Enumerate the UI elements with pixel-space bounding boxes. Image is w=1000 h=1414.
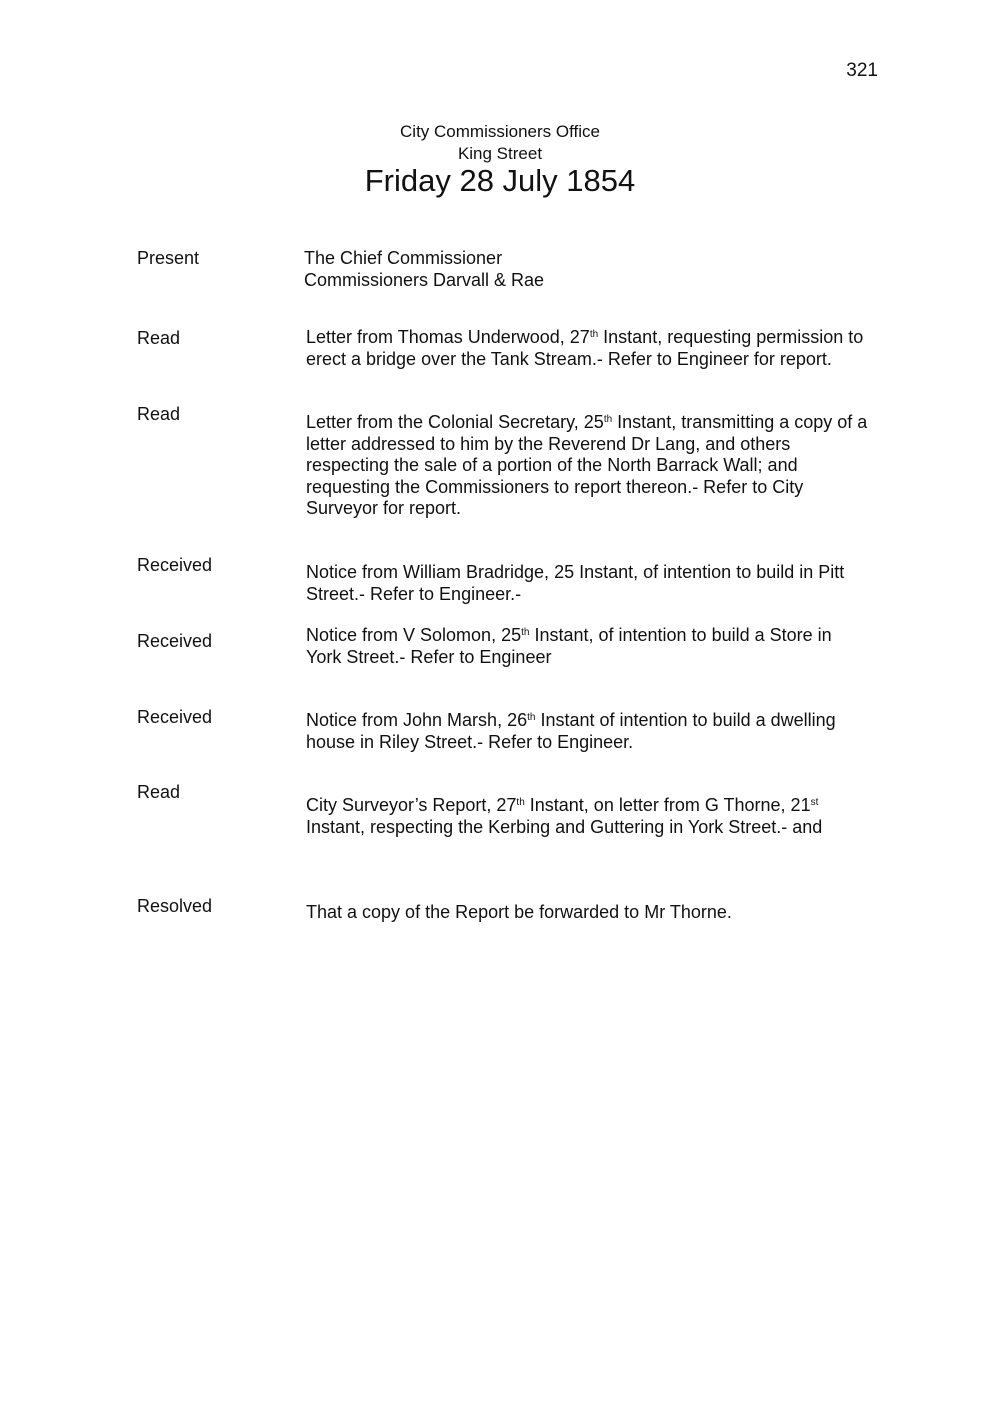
entry-label-received: Received: [137, 555, 213, 575]
text-line: Surveyor for report.: [306, 498, 462, 518]
entry-label-present: Present: [137, 248, 200, 268]
text-line: Notice from William Bradridge, 25 Instant, of intention to build in Pitt: [306, 562, 845, 582]
text-line: letter addressed to him by the Reverend Dr Lang, and others: [306, 433, 791, 454]
text-line: Notice from V Solomon, 25th Instant, of intention to build a Store in: [306, 625, 832, 645]
entry-text-present: [304, 248, 894, 291]
entry-label-resolved: Resolved: [137, 896, 213, 916]
text-line: Street.- Refer to Engineer.-: [306, 583, 522, 604]
text-line: Commissioners Darvall & Rae: [304, 269, 545, 290]
text-line: The Chief Commissioner: [304, 248, 503, 268]
text-line: That a copy of the Report be forwarded to Mr Thorne.: [306, 902, 732, 922]
entry-text-received-bradridge: [306, 562, 896, 605]
meeting-date: Friday 28 July 1854: [364, 163, 636, 198]
entry-label-received: Received: [137, 631, 213, 651]
text-line: house in Riley Street.- Refer to Engineer.: [306, 731, 634, 752]
office-street: King Street: [457, 144, 543, 163]
text-line: erect a bridge over the Tank Stream.- Refer to Engineer for report.: [306, 348, 832, 369]
text-line: respecting the sale of a portion of the North Barrack Wall; and: [306, 455, 798, 475]
entry-text-resolved: [306, 902, 896, 924]
office-name: City Commissioners Office: [400, 122, 600, 141]
text-line: Letter from the Colonial Secretary, 25th Instant, transmitting a copy of a: [306, 412, 868, 432]
entry-text-read-colonial-secretary: [306, 412, 896, 520]
entry-label-read: Read: [137, 404, 181, 424]
text-line: York Street.- Refer to Engineer: [306, 646, 552, 667]
text-line: City Surveyor’s Report, 27th Instant, on letter from G Thorne, 21st: [306, 795, 819, 815]
text-line: requesting the Commissioners to report thereon.- Refer to City: [306, 476, 804, 497]
entry-label-read: Read: [137, 328, 181, 348]
text-line: Letter from Thomas Underwood, 27th Instant, requesting permission to: [306, 327, 864, 347]
entry-text-read-underwood: [306, 327, 896, 370]
entry-text-received-marsh: [306, 710, 896, 753]
entry-text-received-solomon: [306, 625, 896, 668]
entry-text-read-surveyor-report: [306, 795, 896, 838]
entry-label-received: Received: [137, 707, 213, 727]
text-line: Notice from John Marsh, 26th Instant of intention to build a dwelling: [306, 710, 836, 730]
text-line: Instant, respecting the Kerbing and Guttering in York Street.- and: [306, 816, 823, 837]
entry-label-read: Read: [137, 782, 181, 802]
page-number: 321: [846, 60, 878, 81]
